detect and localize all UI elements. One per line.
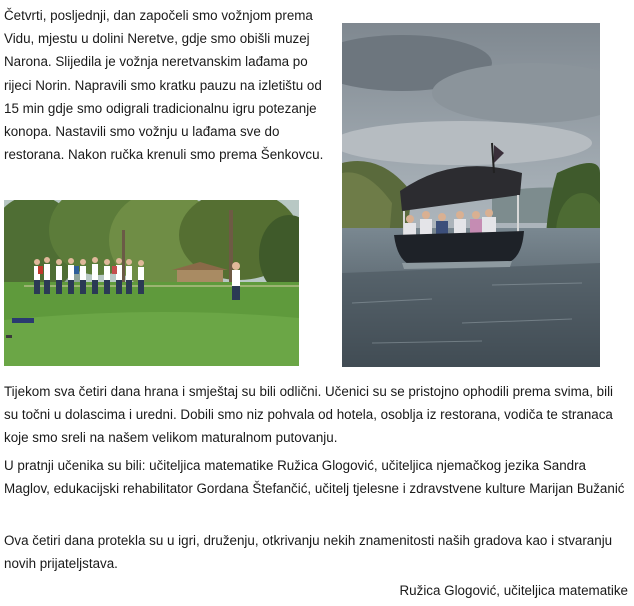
- food-accommodation-paragraph: Tijekom sva četiri dana hrana i smještaj su bili odlični. Učenici su se pristojno ophodili prema svima, bili su točni u dolascima i uredni. Dobili smo niz pohvala od hotela, osoblja iz restorana, vodiča te stranaca koje smo sreli na našem velikom maturalnom putovanju.: [4, 384, 614, 446]
- field-photo: [4, 200, 299, 366]
- signature: Ružica Glogović, učiteljica matematike: [399, 583, 628, 598]
- closing-paragraph: Ova četiri dana protekla su u igri, druženju, otkrivanju nekih znamenitosti naših gradova kao i stvaranju novih prijateljstava.: [4, 533, 613, 572]
- boat-photo: [342, 23, 600, 367]
- chaperones-paragraph: U pratnji učenika su bili: učiteljica matematike Ružica Glogović, učiteljica njemačkog jezika Sandra Maglov, edukacijski rehabilitator Gordana Štefančić, učitelj tjelesne i zdravstvene kulture Marijan Bužanić: [4, 458, 625, 497]
- intro-paragraph: Četvrti, posljednji, dan započeli smo vožnjom prema Vidu, mjestu u dolini Neretve, gdje smo obišli muzej Narona. Slijedila je vožnja neretvanskim lađama po rijeci Norin. Napravili smo kratku pauzu na izletištu od 15 min gdje smo odigrali tradicionalnu igru potezanje konopa. Nastavili smo vožnju u lađama sve do restorana. Nakon ručka krenuli smo prema Šenkovcu.: [4, 8, 324, 163]
